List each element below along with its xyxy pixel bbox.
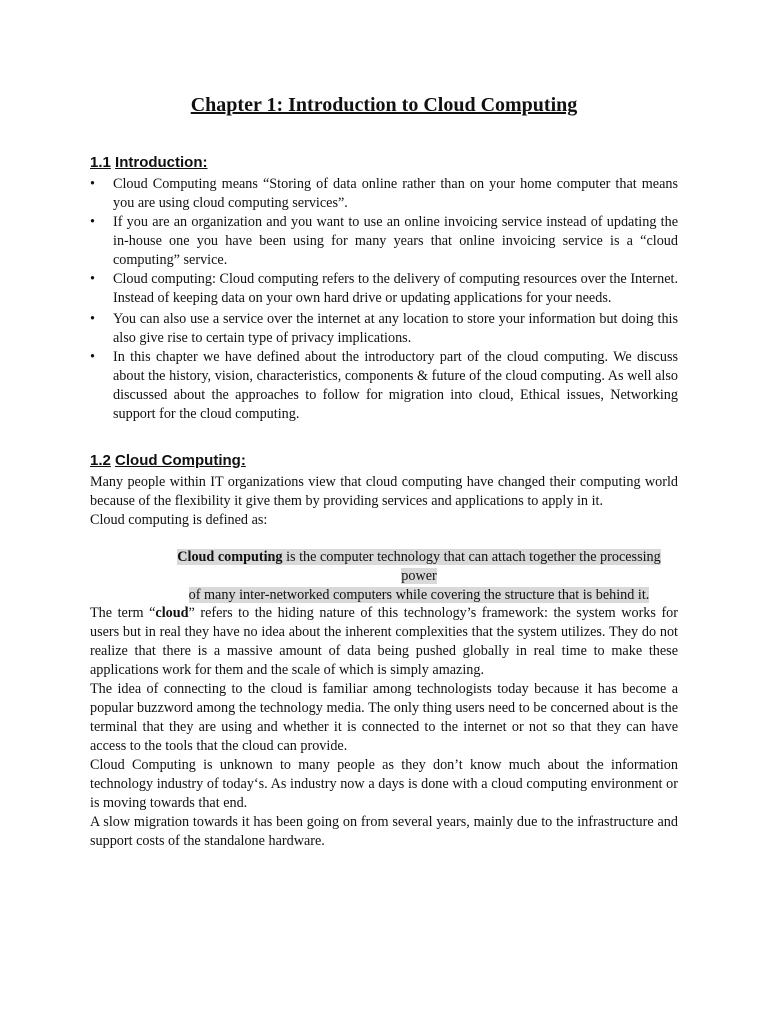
list-item: • In this chapter we have defined about the introductory part of the cloud computing. We discuss about the history, vision, characteristics, components & future of the cloud computing. As well also discussed about the approaches to follow for migration into cloud, Ethical issues, Networking support for the cloud computing. [90,348,678,424]
definition-line-1: is the computer technology that can attach together the processing power [282,549,661,584]
paragraph-idea: The idea of connecting to the cloud is familiar among technologists today because it has become a popular buzzword among the technology media. The only thing users need to be concerned about is the terminal that they are using and whether it is connected to the internet or not so that they can have access to the tools that the cloud can provide. [90,681,678,754]
paragraph-term-cloud: The term “cloud” refers to the hiding nature of this technology’s framework: the system works for users but in real they have no idea about the inherent complexities that the system utilizes. They do not realize that there is a massive amount of data being pushed globally in real time to make these applications work for them and the scale of which is simply amazing. [90,605,678,678]
definition-line-2: of many inter-networked computers while covering the structure that is behind it. [188,587,650,603]
introduction-bullet-list [90,175,678,424]
list-item: • Cloud Computing means “Storing of data online rather than on your home computer that means you are using cloud computing services”. [90,175,678,213]
section-title: Cloud Computing: [115,452,246,469]
definition-term: Cloud computing [177,549,283,565]
section-number: 1.1 [90,154,111,171]
chapter-title: Chapter 1: Introduction to Cloud Computing [190,94,578,116]
paragraph-unknown: Cloud Computing is unknown to many people as they don’t know much about the information technology industry of today‘s. As industry now a days is done with a cloud computing environment or is moving towards that end. [90,757,678,811]
definition-block [164,548,674,605]
section-number: 1.2 [90,452,111,469]
list-item: • You can also use a service over the internet at any location to store your information but doing this also give rise to certain type of privacy implications. [90,310,678,348]
list-item: • Cloud computing: Cloud computing refers to the delivery of computing resources over the Internet. Instead of keeping data on your own hard drive or updating applications for your needs. [90,270,678,308]
paragraph-defined-as: Cloud computing is defined as: [90,512,268,528]
paragraph-migration: A slow migration towards it has been going on from several years, mainly due to the infrastructure and support costs of the standalone hardware. [90,814,678,849]
section-heading-cloud-computing [90,451,246,471]
section-title: Introduction: [115,154,208,171]
paragraph-intro: Many people within IT organizations view that cloud computing have changed their computing world because of the flexibility it give them by providing services and applications to apply in it. [90,474,678,509]
term-cloud: cloud [155,605,189,621]
list-item: • If you are an organization and you want to use an online invoicing service instead of updating the in-house one you have been using for many years that online invoicing service is a “cloud computing” service. [90,213,678,270]
section-heading-introduction [90,153,208,173]
